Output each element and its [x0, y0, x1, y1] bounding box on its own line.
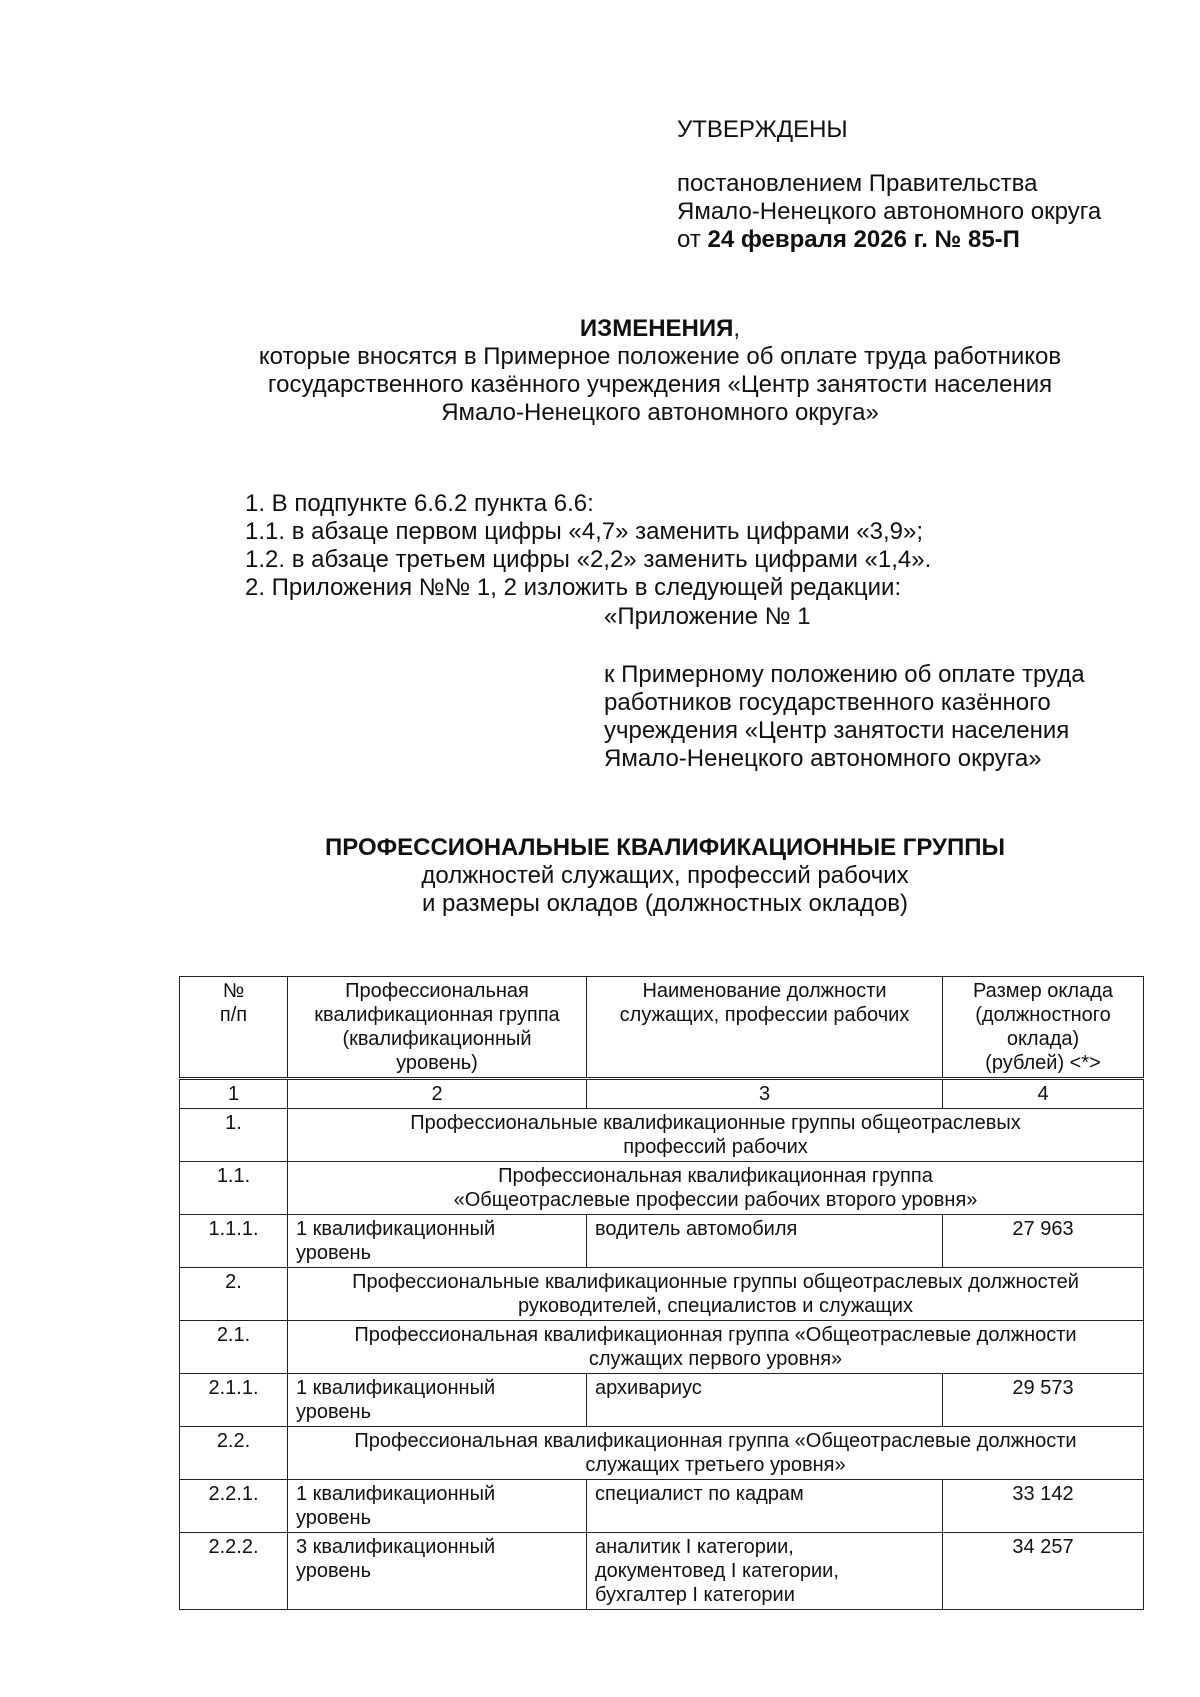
row-number: 2.1.	[180, 1321, 288, 1374]
row-number: 2.2.	[180, 1427, 288, 1480]
amendments-list	[245, 490, 931, 602]
row-number: 1.1.	[180, 1162, 288, 1215]
approval-date-prefix: от	[677, 226, 701, 253]
table-group-row	[180, 1162, 1144, 1215]
table-title-line-2: и размеры окладов (должностных окладов)	[421, 890, 909, 917]
column-number-row	[180, 1079, 1144, 1109]
column-number: 1	[180, 1079, 288, 1109]
header-number: № п/п	[180, 977, 288, 1079]
title-line-1: которые вносятся в Примерное положение об оплате труда работников	[258, 343, 1062, 370]
salary-value: 33 142	[943, 1480, 1144, 1533]
group-title: Профессиональная квалификационная группа «Общеотраслевые должности служащих третьего уровня»	[288, 1427, 1144, 1480]
qualification-level: 1 квалификационный уровень	[288, 1215, 587, 1268]
title-heading-suffix: ,	[733, 315, 741, 342]
table-group-row	[180, 1109, 1144, 1162]
amendment-item: 1.2. в абзаце третьем цифры «2,2» заменить цифрами «1,4».	[245, 546, 932, 573]
table-title	[140, 834, 1190, 918]
table-title-line-1: должностей служащих, профессий рабочих	[421, 862, 909, 889]
appendix-block	[604, 603, 1085, 773]
salary-value: 27 963	[943, 1215, 1144, 1268]
appendix-line-3: учреждения «Центр занятости населения	[604, 717, 1070, 744]
header-position: Наименование должности служащих, профессии рабочих	[587, 977, 943, 1079]
column-number: 4	[943, 1079, 1144, 1109]
qualification-level: 3 квалификационный уровень	[288, 1533, 587, 1610]
position-name: специалист по кадрам	[587, 1480, 943, 1533]
column-number: 2	[288, 1079, 587, 1109]
qualification-level: 1 квалификационный уровень	[288, 1374, 587, 1427]
row-number: 2.2.2.	[180, 1533, 288, 1610]
approval-date-number: 24 февраля 2026 г. № 85-П	[707, 226, 1020, 253]
position-name: архивариус	[587, 1374, 943, 1427]
appendix-line-4: Ямало-Ненецкого автономного округа»	[604, 745, 1042, 772]
column-number: 3	[587, 1079, 943, 1109]
salary-value: 34 257	[943, 1533, 1144, 1610]
table-row	[180, 1215, 1144, 1268]
table-group-row	[180, 1321, 1144, 1374]
amendment-item: 1. В подпункте 6.6.2 пункта 6.6:	[245, 490, 594, 517]
table-group-row	[180, 1427, 1144, 1480]
approval-block	[677, 116, 1101, 254]
row-number: 1.	[180, 1109, 288, 1162]
appendix-line-2: работников государственного казённого	[604, 689, 1051, 716]
row-number: 2.1.1.	[180, 1374, 288, 1427]
approval-heading: УТВЕРЖДЕНЫ	[677, 116, 848, 143]
table-row	[180, 1480, 1144, 1533]
group-title: Профессиональная квалификационная группа «Общеотраслевые профессии рабочих второго уровня»	[288, 1162, 1144, 1215]
qualification-groups-table	[179, 976, 1144, 1610]
approval-line-1: постановлением Правительства	[677, 170, 1038, 197]
title-line-2: государственного казённого учреждения «Центр занятости населения	[267, 371, 1053, 398]
table-row	[180, 1374, 1144, 1427]
group-title: Профессиональная квалификационная группа «Общеотраслевые должности служащих первого уровня»	[288, 1321, 1144, 1374]
table-row	[180, 1533, 1144, 1610]
approval-date-line	[677, 226, 1101, 254]
position-name: водитель автомобиля	[587, 1215, 943, 1268]
position-name: аналитик I категории, документовед I категории, бухгалтер I категории	[587, 1533, 943, 1610]
header-salary: Размер оклада (должностного оклада) (рублей) <*>	[943, 977, 1144, 1079]
amendment-item: 2. Приложения №№ 1, 2 изложить в следующей редакции:	[245, 574, 902, 601]
group-title: Профессиональные квалификационные группы общеотраслевых должностей руководителей, специалистов и служащих	[288, 1268, 1144, 1321]
document-title	[130, 315, 1190, 427]
header-group: Профессиональная квалификационная группа (квалификационный уровень)	[288, 977, 587, 1079]
title-line-3: Ямало-Ненецкого автономного округа»	[441, 399, 879, 426]
table-body	[180, 977, 1144, 1610]
qualification-level: 1 квалификационный уровень	[288, 1480, 587, 1533]
salary-value: 29 573	[943, 1374, 1144, 1427]
appendix-label: «Приложение № 1	[604, 603, 811, 630]
approval-line-2: Ямало-Ненецкого автономного округа	[677, 198, 1102, 225]
title-heading: ИЗМЕНЕНИЯ	[579, 315, 734, 342]
table-group-row	[180, 1268, 1144, 1321]
table-header-row	[180, 977, 1144, 1079]
group-title: Профессиональные квалификационные группы общеотраслевых профессий рабочих	[288, 1109, 1144, 1162]
row-number: 1.1.1.	[180, 1215, 288, 1268]
appendix-line-1: к Примерному положению об оплате труда	[604, 661, 1085, 688]
amendment-item: 1.1. в абзаце первом цифры «4,7» заменить цифрами «3,9»;	[245, 518, 924, 545]
row-number: 2.2.1.	[180, 1480, 288, 1533]
row-number: 2.	[180, 1268, 288, 1321]
table-title-heading: ПРОФЕССИОНАЛЬНЫЕ КВАЛИФИКАЦИОННЫЕ ГРУППЫ	[325, 834, 1005, 861]
